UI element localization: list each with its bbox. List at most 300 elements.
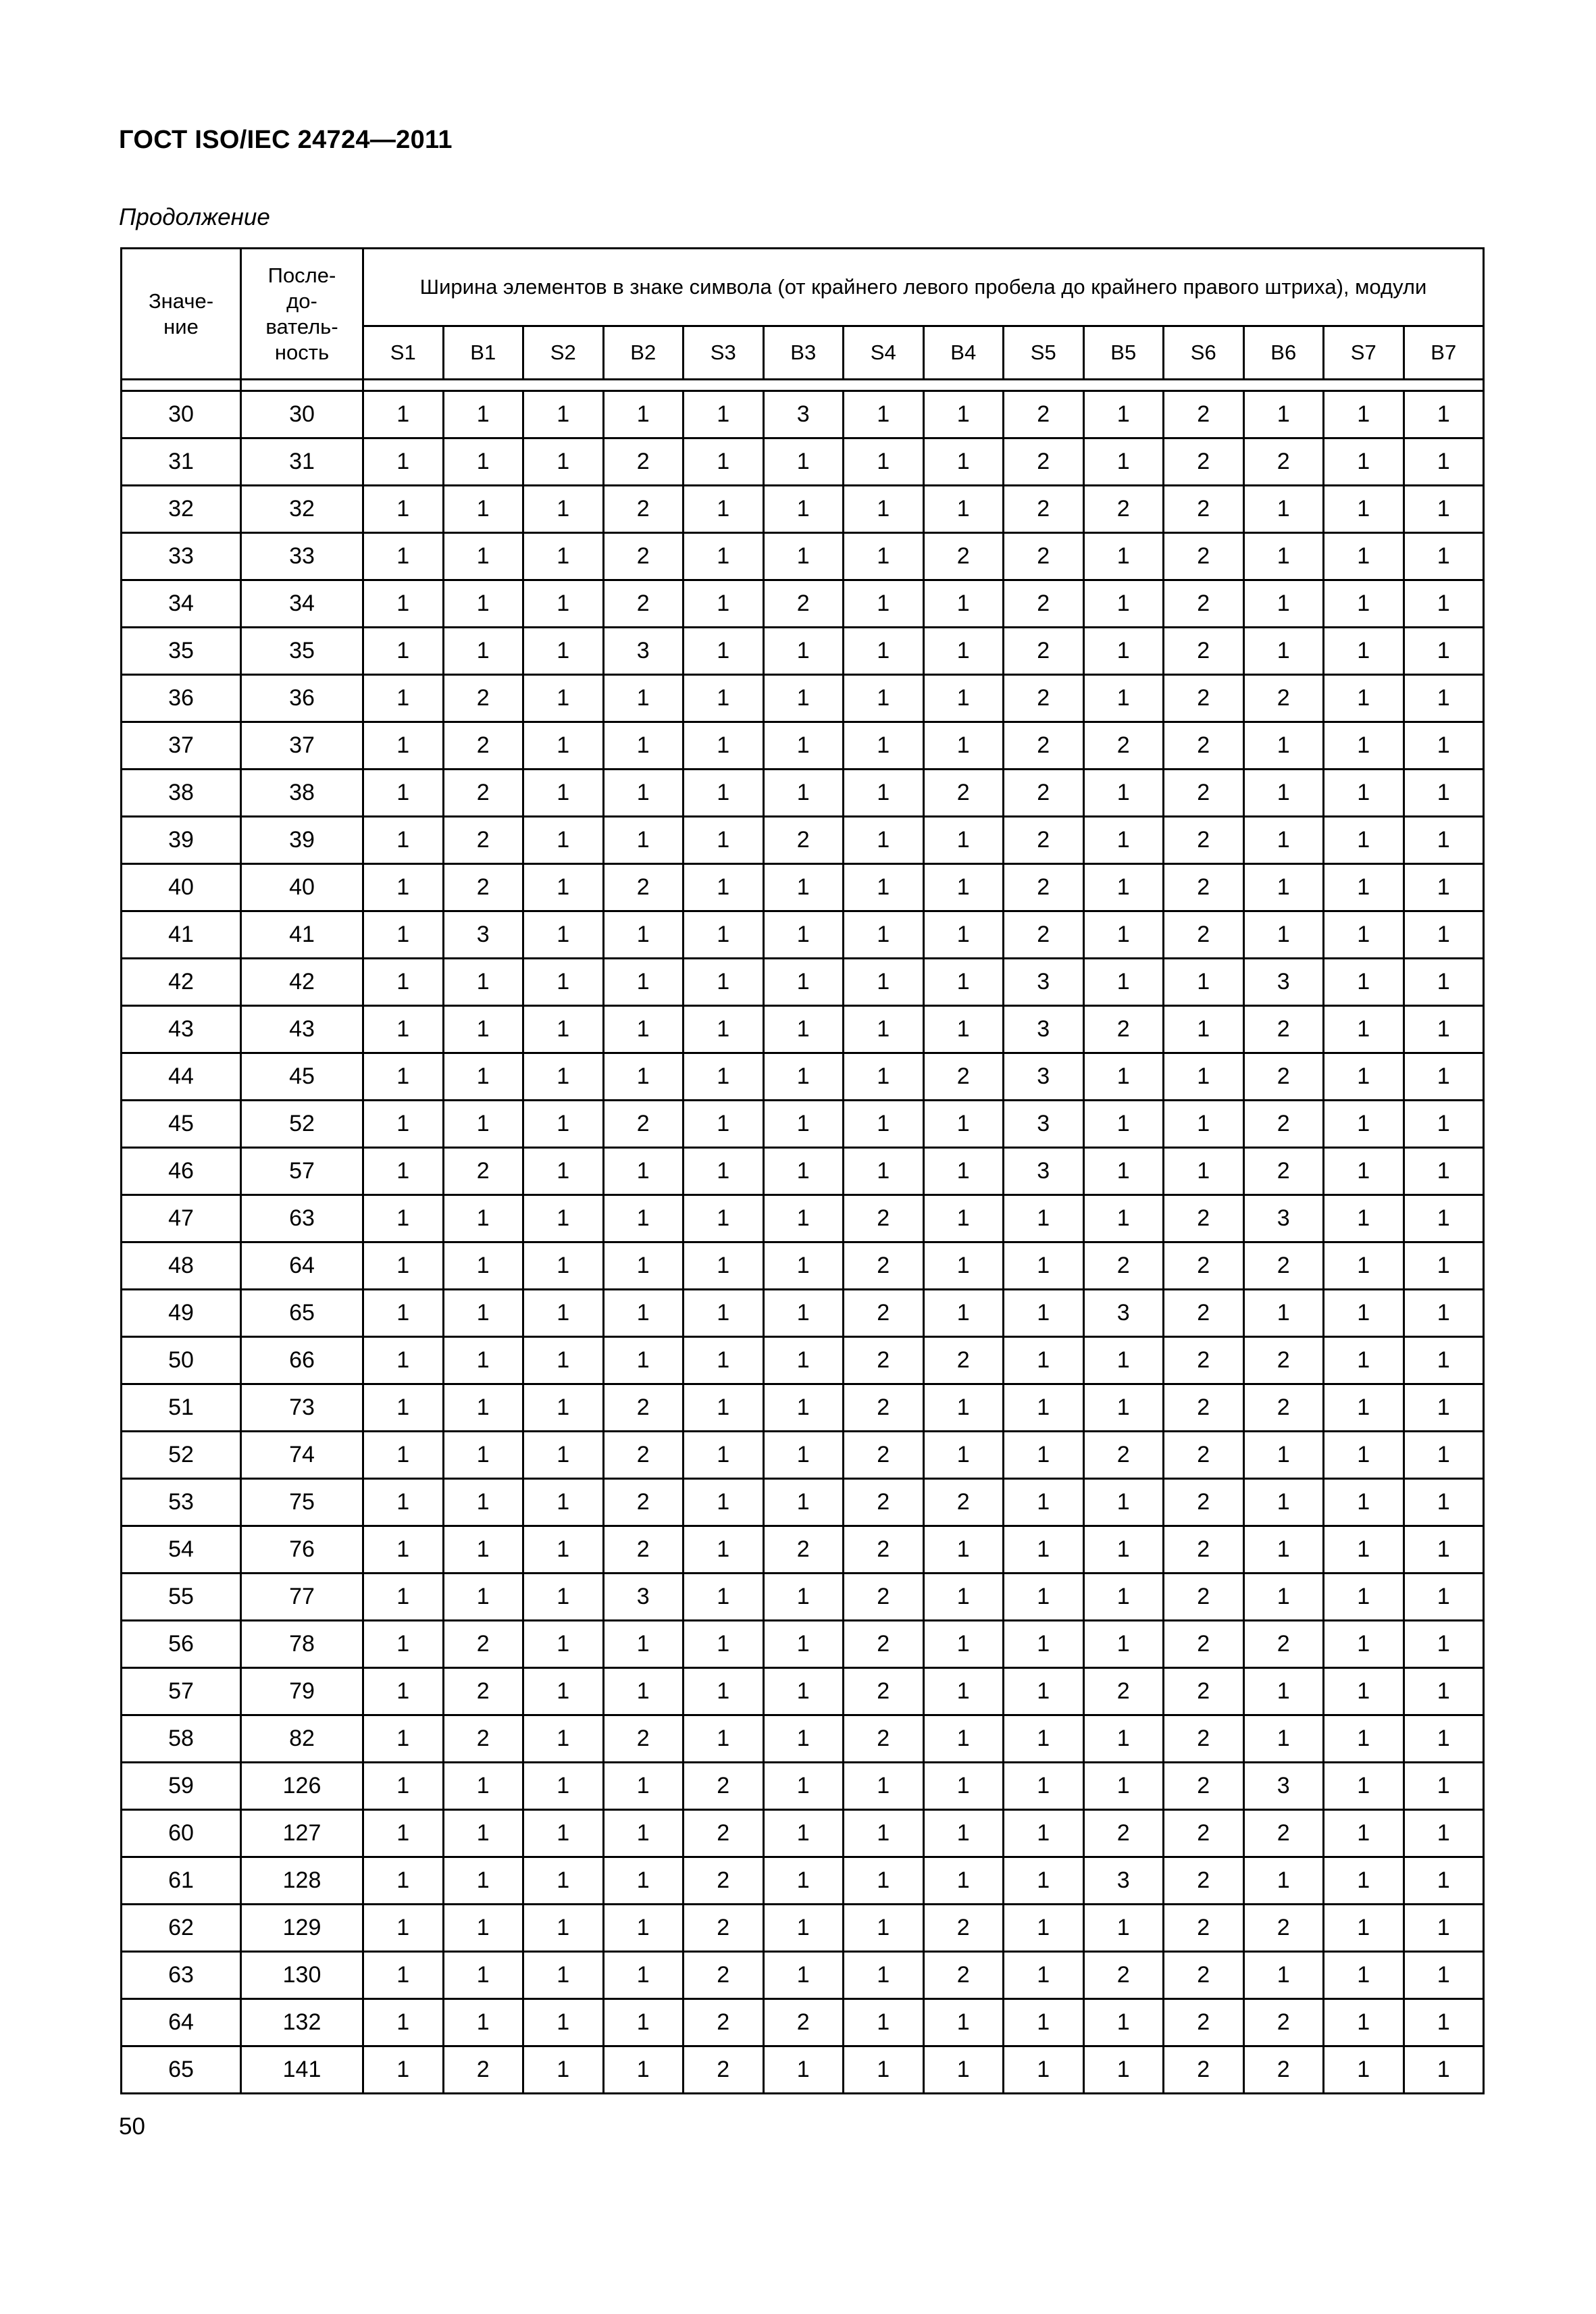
cell-width-b5: 1 xyxy=(1083,1574,1164,1621)
table-row xyxy=(122,675,1484,722)
cell-width-s3: 1 xyxy=(684,1053,764,1101)
cell-width-s2: 1 xyxy=(523,817,604,864)
cell-value: 45 xyxy=(122,1101,241,1148)
cell-width-s4: 2 xyxy=(844,1621,924,1668)
cell-width-s4: 1 xyxy=(844,1053,924,1101)
cell-width-b6: 1 xyxy=(1243,1526,1324,1574)
cell-width-b2: 1 xyxy=(603,1905,684,1952)
cell-width-b3: 1 xyxy=(763,675,844,722)
cell-width-b1: 1 xyxy=(443,580,523,628)
column-header-s1: S1 xyxy=(363,326,444,380)
cell-width-b1: 1 xyxy=(443,1006,523,1053)
cell-width-s3: 1 xyxy=(684,1715,764,1763)
cell-width-s3: 1 xyxy=(684,675,764,722)
cell-width-b2: 1 xyxy=(603,1763,684,1810)
cell-width-b1: 1 xyxy=(443,1384,523,1432)
cell-width-s6: 2 xyxy=(1164,675,1244,722)
cell-width-b2: 2 xyxy=(603,580,684,628)
cell-value: 63 xyxy=(122,1952,241,1999)
cell-width-s5: 2 xyxy=(1004,864,1084,911)
cell-width-b4: 2 xyxy=(923,770,1004,817)
cell-width-b2: 1 xyxy=(603,1857,684,1905)
cell-width-s1: 1 xyxy=(363,1195,444,1242)
cell-width-b5: 1 xyxy=(1083,817,1164,864)
cell-width-s6: 2 xyxy=(1164,1384,1244,1432)
cell-width-b5: 1 xyxy=(1083,770,1164,817)
cell-width-b2: 1 xyxy=(603,1006,684,1053)
cell-width-b1: 2 xyxy=(443,864,523,911)
cell-width-s2: 1 xyxy=(523,1810,604,1857)
cell-width-b5: 1 xyxy=(1083,1999,1164,2046)
cell-width-s7: 1 xyxy=(1324,722,1404,770)
cell-width-b7: 1 xyxy=(1404,675,1484,722)
table-row xyxy=(122,391,1484,438)
cell-width-b5: 1 xyxy=(1083,438,1164,486)
cell-width-b4: 1 xyxy=(923,1384,1004,1432)
cell-width-s2: 1 xyxy=(523,2046,604,2094)
cell-width-s5: 2 xyxy=(1004,486,1084,533)
cell-width-b5: 1 xyxy=(1083,1479,1164,1526)
cell-width-s2: 1 xyxy=(523,1621,604,1668)
cell-width-b3: 1 xyxy=(763,628,844,675)
document-header: ГОСТ ISO/IEC 24724—2011 xyxy=(119,126,453,154)
cell-width-b6: 2 xyxy=(1243,675,1324,722)
cell-width-s1: 1 xyxy=(363,1290,444,1337)
cell-width-b2: 1 xyxy=(603,1668,684,1715)
cell-width-b6: 3 xyxy=(1243,1195,1324,1242)
cell-width-b7: 1 xyxy=(1404,1006,1484,1053)
cell-width-b2: 1 xyxy=(603,1148,684,1195)
column-header-sequence xyxy=(241,249,363,380)
cell-width-b2: 1 xyxy=(603,1810,684,1857)
cell-width-s5: 1 xyxy=(1004,1621,1084,1668)
cell-width-s3: 1 xyxy=(684,533,764,580)
cell-width-s6: 2 xyxy=(1164,1242,1244,1290)
cell-width-b4: 1 xyxy=(923,1526,1004,1574)
cell-value: 39 xyxy=(122,817,241,864)
cell-width-s4: 1 xyxy=(844,1763,924,1810)
cell-width-b7: 1 xyxy=(1404,1621,1484,1668)
cell-width-s7: 1 xyxy=(1324,1763,1404,1810)
cell-width-s7: 1 xyxy=(1324,1810,1404,1857)
cell-sequence: 65 xyxy=(241,1290,363,1337)
cell-width-s6: 2 xyxy=(1164,1195,1244,1242)
cell-width-b4: 1 xyxy=(923,864,1004,911)
cell-width-s4: 1 xyxy=(844,391,924,438)
cell-width-b4: 2 xyxy=(923,533,1004,580)
cell-sequence: 141 xyxy=(241,2046,363,2094)
cell-width-s1: 1 xyxy=(363,391,444,438)
cell-width-b7: 1 xyxy=(1404,533,1484,580)
cell-width-b7: 1 xyxy=(1404,1479,1484,1526)
cell-width-b7: 1 xyxy=(1404,1952,1484,1999)
cell-width-s2: 1 xyxy=(523,1053,604,1101)
cell-width-b6: 2 xyxy=(1243,1999,1324,2046)
cell-width-s1: 1 xyxy=(363,675,444,722)
cell-width-b2: 1 xyxy=(603,1952,684,1999)
cell-width-s1: 1 xyxy=(363,1905,444,1952)
cell-width-b4: 1 xyxy=(923,722,1004,770)
cell-width-b4: 1 xyxy=(923,1715,1004,1763)
cell-width-b4: 1 xyxy=(923,1857,1004,1905)
cell-width-b5: 2 xyxy=(1083,1242,1164,1290)
column-header-b4: B4 xyxy=(923,326,1004,380)
cell-width-s5: 1 xyxy=(1004,1952,1084,1999)
cell-width-s2: 1 xyxy=(523,391,604,438)
cell-width-b4: 1 xyxy=(923,1006,1004,1053)
cell-width-s3: 1 xyxy=(684,438,764,486)
header-separator-row xyxy=(122,380,1484,391)
cell-width-s3: 1 xyxy=(684,1668,764,1715)
cell-width-b4: 1 xyxy=(923,1242,1004,1290)
cell-width-b4: 1 xyxy=(923,911,1004,959)
cell-width-b5: 2 xyxy=(1083,1810,1164,1857)
cell-width-b2: 2 xyxy=(603,864,684,911)
cell-width-s4: 1 xyxy=(844,580,924,628)
cell-width-s5: 3 xyxy=(1004,959,1084,1006)
cell-width-b4: 2 xyxy=(923,1952,1004,1999)
cell-width-b5: 1 xyxy=(1083,1763,1164,1810)
cell-width-s6: 2 xyxy=(1164,1999,1244,2046)
cell-width-b4: 1 xyxy=(923,1195,1004,1242)
column-header-s5: S5 xyxy=(1004,326,1084,380)
cell-width-b7: 1 xyxy=(1404,1053,1484,1101)
cell-value: 59 xyxy=(122,1763,241,1810)
cell-width-s5: 1 xyxy=(1004,1290,1084,1337)
column-header-b1: B1 xyxy=(443,326,523,380)
cell-width-b3: 1 xyxy=(763,722,844,770)
cell-width-s6: 2 xyxy=(1164,1526,1244,1574)
cell-sequence: 76 xyxy=(241,1526,363,1574)
cell-width-s5: 1 xyxy=(1004,1574,1084,1621)
cell-width-s6: 2 xyxy=(1164,1810,1244,1857)
cell-width-b2: 1 xyxy=(603,817,684,864)
cell-width-s3: 1 xyxy=(684,391,764,438)
cell-width-b7: 1 xyxy=(1404,1715,1484,1763)
cell-value: 33 xyxy=(122,533,241,580)
cell-sequence: 66 xyxy=(241,1337,363,1384)
cell-width-b6: 2 xyxy=(1243,1101,1324,1148)
cell-width-s6: 2 xyxy=(1164,1668,1244,1715)
cell-width-b4: 2 xyxy=(923,1053,1004,1101)
cell-width-b6: 1 xyxy=(1243,1574,1324,1621)
cell-width-b2: 2 xyxy=(603,1479,684,1526)
cell-width-s6: 1 xyxy=(1164,1101,1244,1148)
cell-width-b7: 1 xyxy=(1404,1763,1484,1810)
cell-width-s2: 1 xyxy=(523,1148,604,1195)
cell-width-s1: 1 xyxy=(363,1668,444,1715)
table-row xyxy=(122,1006,1484,1053)
cell-width-s2: 1 xyxy=(523,1479,604,1526)
cell-value: 43 xyxy=(122,1006,241,1053)
cell-sequence: 38 xyxy=(241,770,363,817)
cell-width-b2: 3 xyxy=(603,628,684,675)
cell-sequence: 63 xyxy=(241,1195,363,1242)
cell-width-s5: 1 xyxy=(1004,1763,1084,1810)
cell-width-b5: 1 xyxy=(1083,1337,1164,1384)
cell-width-s1: 1 xyxy=(363,1574,444,1621)
table-row xyxy=(122,628,1484,675)
cell-width-b2: 1 xyxy=(603,1999,684,2046)
cell-width-s7: 1 xyxy=(1324,959,1404,1006)
cell-width-b1: 1 xyxy=(443,628,523,675)
cell-width-s6: 1 xyxy=(1164,1148,1244,1195)
cell-width-s7: 1 xyxy=(1324,1195,1404,1242)
cell-width-b5: 2 xyxy=(1083,1432,1164,1479)
cell-width-b5: 2 xyxy=(1083,1006,1164,1053)
cell-width-b1: 2 xyxy=(443,722,523,770)
cell-width-b7: 1 xyxy=(1404,1857,1484,1905)
cell-width-s7: 1 xyxy=(1324,438,1404,486)
cell-width-s4: 2 xyxy=(844,1715,924,1763)
cell-value: 57 xyxy=(122,1668,241,1715)
cell-width-b4: 1 xyxy=(923,817,1004,864)
cell-width-s1: 1 xyxy=(363,911,444,959)
cell-width-b7: 1 xyxy=(1404,1526,1484,1574)
cell-width-s3: 1 xyxy=(684,1242,764,1290)
cell-width-s4: 2 xyxy=(844,1384,924,1432)
column-header-sequence-text: После- до- ватель- ность xyxy=(265,263,338,364)
cell-width-s4: 2 xyxy=(844,1479,924,1526)
cell-width-b3: 2 xyxy=(763,1526,844,1574)
cell-width-b7: 1 xyxy=(1404,1432,1484,1479)
cell-width-s1: 1 xyxy=(363,1999,444,2046)
cell-width-b3: 1 xyxy=(763,1290,844,1337)
cell-width-s5: 2 xyxy=(1004,675,1084,722)
cell-width-s4: 1 xyxy=(844,1999,924,2046)
cell-width-s1: 1 xyxy=(363,486,444,533)
cell-value: 52 xyxy=(122,1432,241,1479)
cell-value: 58 xyxy=(122,1715,241,1763)
cell-width-s7: 1 xyxy=(1324,911,1404,959)
cell-width-b2: 1 xyxy=(603,911,684,959)
cell-width-s3: 1 xyxy=(684,580,764,628)
cell-sequence: 130 xyxy=(241,1952,363,1999)
cell-width-b2: 1 xyxy=(603,391,684,438)
column-header-s7: S7 xyxy=(1324,326,1404,380)
cell-width-s1: 1 xyxy=(363,817,444,864)
cell-width-b3: 1 xyxy=(763,1195,844,1242)
cell-value: 46 xyxy=(122,1148,241,1195)
cell-width-b1: 2 xyxy=(443,1668,523,1715)
cell-width-b6: 2 xyxy=(1243,1810,1324,1857)
cell-width-s7: 1 xyxy=(1324,1101,1404,1148)
cell-width-s3: 2 xyxy=(684,1763,764,1810)
cell-width-s2: 1 xyxy=(523,1526,604,1574)
cell-width-s2: 1 xyxy=(523,722,604,770)
cell-width-s4: 1 xyxy=(844,1857,924,1905)
cell-width-s4: 1 xyxy=(844,1810,924,1857)
cell-width-s2: 1 xyxy=(523,628,604,675)
cell-width-b6: 2 xyxy=(1243,2046,1324,2094)
continuation-label: Продолжение xyxy=(119,204,270,230)
cell-width-s6: 2 xyxy=(1164,580,1244,628)
table-row xyxy=(122,1999,1484,2046)
cell-sequence: 126 xyxy=(241,1763,363,1810)
column-header-b5: B5 xyxy=(1083,326,1164,380)
cell-width-s3: 2 xyxy=(684,2046,764,2094)
cell-width-s6: 2 xyxy=(1164,1952,1244,1999)
cell-width-b6: 2 xyxy=(1243,1006,1324,1053)
cell-width-s1: 1 xyxy=(363,1857,444,1905)
cell-width-b5: 1 xyxy=(1083,959,1164,1006)
cell-width-b1: 1 xyxy=(443,1101,523,1148)
cell-value: 65 xyxy=(122,2046,241,2094)
cell-width-s2: 1 xyxy=(523,675,604,722)
cell-width-b7: 1 xyxy=(1404,628,1484,675)
cell-width-b5: 1 xyxy=(1083,1526,1164,1574)
cell-width-b2: 2 xyxy=(603,1432,684,1479)
cell-width-s6: 2 xyxy=(1164,911,1244,959)
cell-width-b5: 2 xyxy=(1083,1668,1164,1715)
cell-width-b5: 1 xyxy=(1083,1148,1164,1195)
cell-width-b7: 1 xyxy=(1404,1290,1484,1337)
cell-width-s4: 1 xyxy=(844,770,924,817)
cell-width-s5: 1 xyxy=(1004,2046,1084,2094)
cell-sequence: 32 xyxy=(241,486,363,533)
cell-width-s7: 1 xyxy=(1324,1621,1404,1668)
cell-width-b6: 1 xyxy=(1243,533,1324,580)
cell-value: 32 xyxy=(122,486,241,533)
cell-width-b6: 2 xyxy=(1243,438,1324,486)
cell-value: 40 xyxy=(122,864,241,911)
table-row xyxy=(122,1763,1484,1810)
cell-width-b2: 1 xyxy=(603,959,684,1006)
cell-width-s7: 1 xyxy=(1324,1432,1404,1479)
cell-width-b1: 1 xyxy=(443,1053,523,1101)
cell-width-b6: 1 xyxy=(1243,391,1324,438)
separator-cell xyxy=(363,380,1484,391)
cell-width-s4: 1 xyxy=(844,722,924,770)
cell-width-b1: 2 xyxy=(443,675,523,722)
cell-width-b6: 2 xyxy=(1243,1148,1324,1195)
table-row xyxy=(122,1905,1484,1952)
cell-width-s4: 1 xyxy=(844,817,924,864)
table-row xyxy=(122,1290,1484,1337)
cell-width-s1: 1 xyxy=(363,1053,444,1101)
cell-width-b1: 1 xyxy=(443,438,523,486)
cell-width-b5: 1 xyxy=(1083,911,1164,959)
cell-width-b2: 2 xyxy=(603,1384,684,1432)
cell-width-s7: 1 xyxy=(1324,817,1404,864)
cell-width-s6: 2 xyxy=(1164,1905,1244,1952)
cell-width-b3: 1 xyxy=(763,1242,844,1290)
cell-width-b3: 1 xyxy=(763,1148,844,1195)
cell-width-s7: 1 xyxy=(1324,1952,1404,1999)
cell-width-s1: 1 xyxy=(363,1621,444,1668)
cell-width-s3: 1 xyxy=(684,486,764,533)
table-row xyxy=(122,817,1484,864)
cell-value: 34 xyxy=(122,580,241,628)
cell-width-b2: 1 xyxy=(603,1195,684,1242)
cell-width-b4: 1 xyxy=(923,1763,1004,1810)
cell-sequence: 64 xyxy=(241,1242,363,1290)
table-row xyxy=(122,722,1484,770)
cell-width-s5: 1 xyxy=(1004,1432,1084,1479)
cell-width-b3: 1 xyxy=(763,533,844,580)
cell-width-s3: 2 xyxy=(684,1999,764,2046)
column-header-s6: S6 xyxy=(1164,326,1244,380)
cell-width-s3: 1 xyxy=(684,1101,764,1148)
cell-width-s3: 1 xyxy=(684,864,764,911)
cell-width-s7: 1 xyxy=(1324,1857,1404,1905)
cell-width-s5: 1 xyxy=(1004,1715,1084,1763)
cell-width-s4: 2 xyxy=(844,1432,924,1479)
cell-width-b6: 1 xyxy=(1243,1952,1324,1999)
cell-width-b6: 1 xyxy=(1243,864,1324,911)
cell-width-s3: 1 xyxy=(684,1384,764,1432)
cell-width-s2: 1 xyxy=(523,438,604,486)
cell-width-s5: 2 xyxy=(1004,438,1084,486)
cell-width-b7: 1 xyxy=(1404,1668,1484,1715)
cell-sequence: 30 xyxy=(241,391,363,438)
cell-width-b4: 1 xyxy=(923,2046,1004,2094)
cell-width-s3: 1 xyxy=(684,959,764,1006)
cell-width-s1: 1 xyxy=(363,1526,444,1574)
cell-width-b2: 1 xyxy=(603,1290,684,1337)
cell-width-b5: 2 xyxy=(1083,722,1164,770)
cell-width-b1: 1 xyxy=(443,1242,523,1290)
cell-width-s4: 2 xyxy=(844,1337,924,1384)
cell-width-s5: 3 xyxy=(1004,1101,1084,1148)
table-row xyxy=(122,1574,1484,1621)
cell-width-b4: 1 xyxy=(923,1101,1004,1148)
cell-width-b7: 1 xyxy=(1404,580,1484,628)
cell-width-s4: 1 xyxy=(844,1905,924,1952)
table-row xyxy=(122,486,1484,533)
cell-width-b7: 1 xyxy=(1404,1574,1484,1621)
table-row xyxy=(122,1053,1484,1101)
cell-sequence: 40 xyxy=(241,864,363,911)
cell-width-s5: 3 xyxy=(1004,1148,1084,1195)
cell-sequence: 127 xyxy=(241,1810,363,1857)
cell-width-s7: 1 xyxy=(1324,1668,1404,1715)
table-row xyxy=(122,1857,1484,1905)
table-row xyxy=(122,1668,1484,1715)
cell-sequence: 36 xyxy=(241,675,363,722)
cell-width-b7: 1 xyxy=(1404,2046,1484,2094)
cell-width-b4: 1 xyxy=(923,486,1004,533)
cell-width-s5: 1 xyxy=(1004,1857,1084,1905)
cell-width-s7: 1 xyxy=(1324,864,1404,911)
cell-width-b7: 1 xyxy=(1404,864,1484,911)
cell-width-s5: 2 xyxy=(1004,533,1084,580)
cell-sequence: 52 xyxy=(241,1101,363,1148)
cell-width-b4: 1 xyxy=(923,1290,1004,1337)
cell-width-b1: 1 xyxy=(443,1999,523,2046)
cell-width-s5: 1 xyxy=(1004,1337,1084,1384)
cell-width-s2: 1 xyxy=(523,1432,604,1479)
cell-width-s7: 1 xyxy=(1324,2046,1404,2094)
cell-width-b3: 1 xyxy=(763,770,844,817)
cell-width-s1: 1 xyxy=(363,580,444,628)
cell-width-b2: 1 xyxy=(603,1337,684,1384)
cell-width-s4: 2 xyxy=(844,1290,924,1337)
cell-width-b4: 2 xyxy=(923,1479,1004,1526)
cell-sequence: 39 xyxy=(241,817,363,864)
cell-width-s1: 1 xyxy=(363,1810,444,1857)
cell-width-s5: 2 xyxy=(1004,628,1084,675)
cell-width-b4: 1 xyxy=(923,1432,1004,1479)
cell-value: 37 xyxy=(122,722,241,770)
cell-width-b5: 1 xyxy=(1083,1621,1164,1668)
cell-width-s4: 1 xyxy=(844,1006,924,1053)
cell-width-b3: 1 xyxy=(763,1053,844,1101)
cell-width-s6: 2 xyxy=(1164,722,1244,770)
cell-width-s1: 1 xyxy=(363,2046,444,2094)
cell-width-b7: 1 xyxy=(1404,1384,1484,1432)
cell-width-s5: 1 xyxy=(1004,1810,1084,1857)
